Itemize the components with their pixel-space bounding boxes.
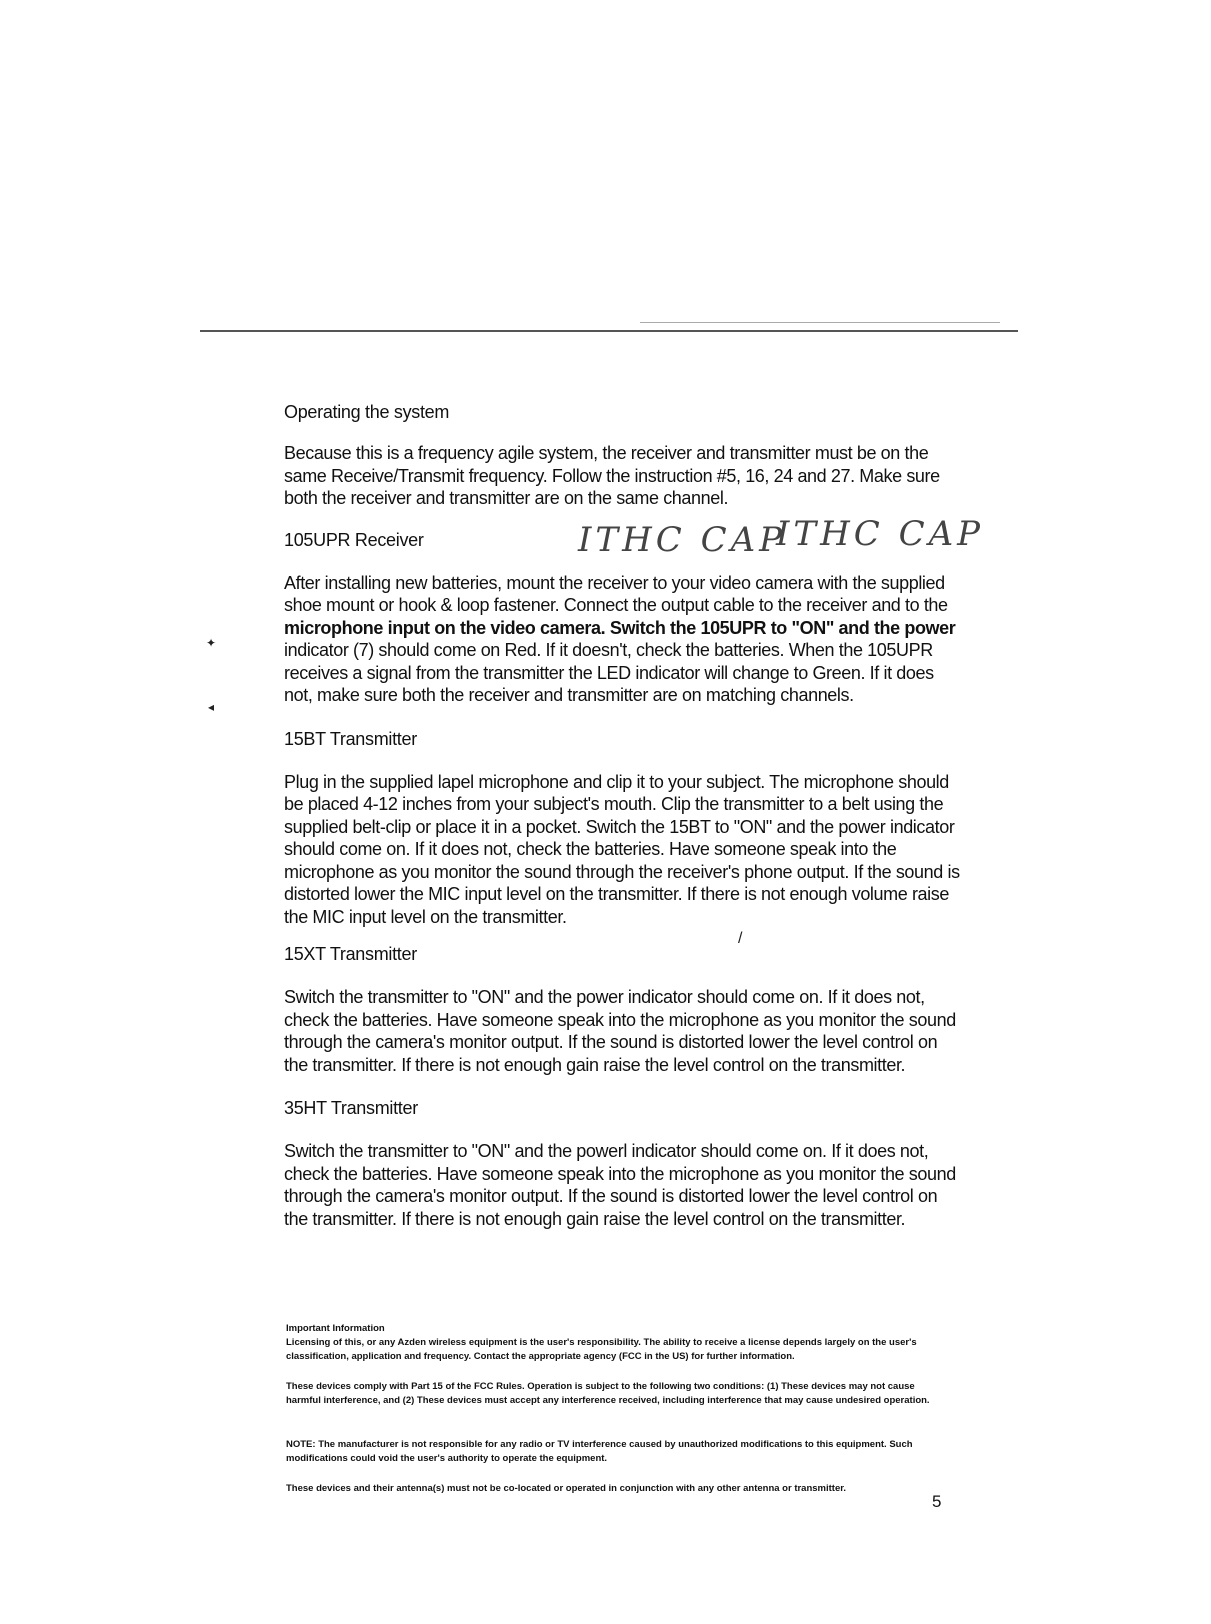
- section-heading: 15BT Transmitter: [284, 728, 417, 749]
- section-body: [284, 572, 964, 707]
- section-body: Switch the transmitter to "ON" and the power indicator should come on. If it does not, check the batteries. Have someone speak into the microphone as you monitor the sound through the camera's monitor output. If the sound is distorted lower the level control on the transmitter. If there is not enough gain raise the level control on the transmitter.: [284, 987, 956, 1075]
- fine-print-title: Important Information: [286, 1323, 385, 1334]
- fine-print-paragraph: Licensing of this, or any Azden wireless equipment is the user's responsibility. The ability to receive a license depends largely on the user's classification, application and frequency. Contact the appropriate agency (FCC in the US) for further information.: [286, 1337, 917, 1362]
- section-heading: Operating the system: [284, 402, 450, 422]
- section-heading: 105UPR Receiver: [284, 529, 424, 550]
- handwritten-note: ITHC CAP: [776, 514, 985, 554]
- header-rule: [200, 330, 1018, 332]
- body-text-bold: microphone input on the video camera. Switch the 105UPR to "ON" and the power: [284, 617, 956, 638]
- pen-mark: /: [738, 930, 743, 947]
- fine-print-paragraph: These devices and their antenna(s) must not be co-located or operated in conjunction with any other antenna or transmitter.: [286, 1483, 847, 1494]
- body-text: After installing new batteries, mount the receiver to your video camera with the supplied shoe mount or hook & loop fastener. Connect the output cable to the receiver and to the: [284, 572, 948, 615]
- margin-mark: ✦: [206, 636, 217, 650]
- fine-print-paragraph: These devices comply with Part 15 of the FCC Rules. Operation is subject to the following two conditions: (1) These devices may not cause harmful interference, and (2) These devices must accept any interference received, including interference that may cause undesired operation.: [286, 1381, 930, 1406]
- section-heading: 35HT Transmitter: [284, 1098, 418, 1118]
- handwritten-note: ITHC CAP: [578, 520, 787, 560]
- section-heading: 15XT Transmitter: [284, 944, 417, 964]
- fine-print-paragraph: NOTE: The manufacturer is not responsible for any radio or TV interference caused by unauthorized modifications to this equipment. Such modifications could void the user's authority to operate the equipment.: [286, 1439, 913, 1464]
- section-body: Switch the transmitter to "ON" and the powerl indicator should come on. If it does not, check the batteries. Have someone speak into the microphone as you monitor the sound through the camera's monitor output. If the sound is distorted lower the level control on the transmitter. If there is not enough gain raise the level control on the transmitter.: [284, 1141, 956, 1229]
- section-body: Because this is a frequency agile system, the receiver and transmitter must be on the same Receive/Transmit frequency. Follow the instruction #5, 16, 24 and 27. Make sure both the receiver and transmitter are on the same channel.: [284, 443, 940, 508]
- body-text: indicator (7) should come on Red. If it doesn't, check the batteries. When the 105UPR receives a signal from the transmitter the LED indicator will change to Green. If it does not, make sure both the receiver and transmitter are on matching channels.: [284, 640, 934, 705]
- page-number: 5: [932, 1492, 942, 1511]
- header-rule-faint: [640, 322, 1000, 323]
- section-body: Plug in the supplied lapel microphone and clip it to your subject. The microphone should be placed 4-12 inches from your subject's mouth. Clip the transmitter to a belt using the supplied belt-clip or place it in a pocket. Switch the 15BT to "ON" and the power indicator should come on. If it does not, check the batteries. Have someone speak into the microphone as you monitor the sound through the receiver's phone output. If the sound is distorted lower the MIC input level on the transmitter. If there is not enough volume raise the MIC input level on the transmitter.: [284, 771, 960, 927]
- margin-mark: ◂: [208, 700, 215, 714]
